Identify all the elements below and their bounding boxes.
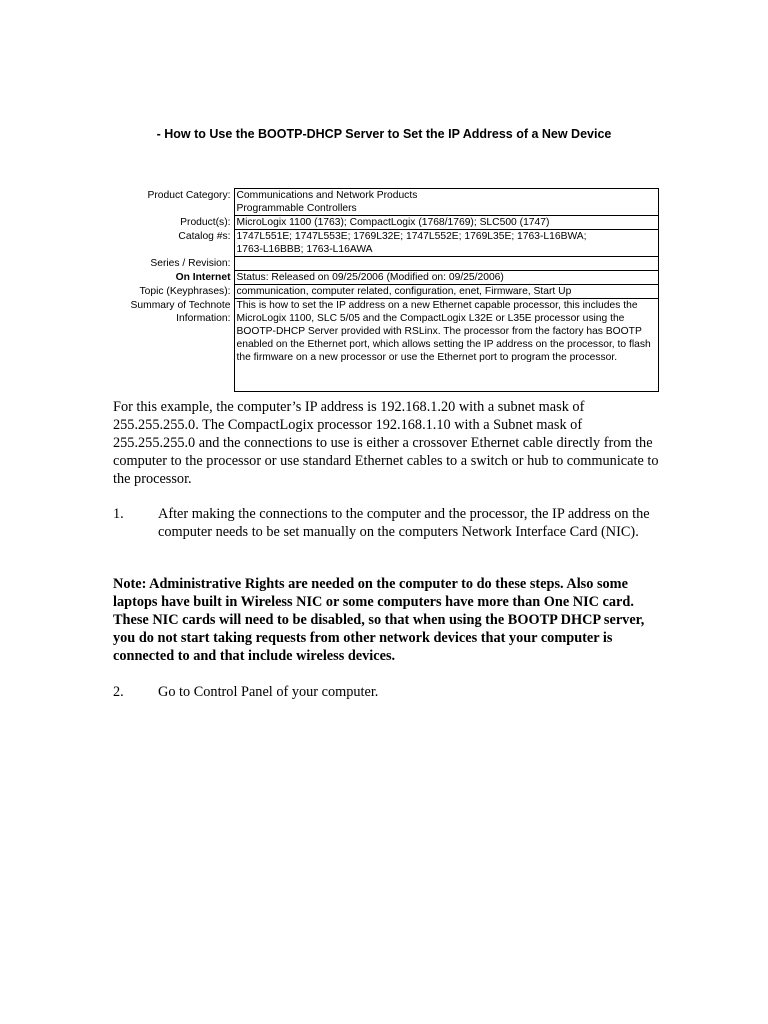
step-text: After making the connections to the computer and the processor, the IP address on the computer needs to be set manually on the computers Network Interface Card (NIC). <box>158 506 650 540</box>
product-category-value: Communications and Network Products Programmable Controllers <box>234 189 658 216</box>
topic-value: communication, computer related, configuration, enet, Firmware, Start Up <box>234 285 658 299</box>
step-number: 1. <box>113 506 124 522</box>
series-revision-label: Series / Revision: <box>150 257 231 269</box>
technote-info-table <box>110 188 659 392</box>
step-number: 2. <box>113 684 124 700</box>
note-paragraph: Note: Administrative Rights are needed on the computer to do these steps. Also some laptops have built in Wireless NIC or some computers have more than One NIC card. These NIC cards will need to be disabled, so that when using the BOOTP DHCP server, you do not start taking requests from other network devices that your computer is connected to and that include wireless devices. <box>113 576 645 664</box>
products-label: Product(s): <box>180 216 231 228</box>
table-row <box>110 230 658 257</box>
step-text: Go to Control Panel of your computer. <box>158 684 379 700</box>
catalog-numbers-value: 1747L551E; 1747L553E; 1769L32E; 1747L552E; 1769L35E; 1763-L16BWA; 1763-L16BBB; 1763-L16AWA <box>234 230 658 257</box>
table-row <box>110 271 658 285</box>
on-internet-label: On Internet <box>175 271 231 283</box>
table-row <box>110 299 658 392</box>
table-row <box>110 285 658 299</box>
summary-label: Summary of Technote Information: <box>130 299 231 324</box>
series-revision-value <box>234 257 658 271</box>
intro-paragraph: For this example, the computer’s IP address is 192.168.1.20 with a subnet mask of 255.255.255.0. The CompactLogix processor 192.168.1.10 with a Subnet mask of 255.255.255.0 and the connections to use is either a crossover Ethernet cable directly from the computer to the processor or use standard Ethernet cables to a switch or hub to communicate to the processor. <box>113 399 659 487</box>
table-row <box>110 189 658 216</box>
products-value: MicroLogix 1100 (1763); CompactLogix (1768/1769); SLC500 (1747) <box>234 216 658 230</box>
table-row <box>110 257 658 271</box>
summary-value: This is how to set the IP address on a new Ethernet capable processor, this includes the MicroLogix 1100, SLC 5/05 and the CompactLogix L32E or L35E processor using the BOOTP-DHCP Server provided with RSLinx. The processor from the factory has BOOTP enabled on the Ethernet port, which allows setting the IP address on the processor, to flash the firmware on a new processor or use the Ethernet port to program the processor. <box>234 299 658 392</box>
table-row <box>110 216 658 230</box>
topic-label: Topic (Keyphrases): <box>139 285 231 297</box>
status-value: Status: Released on 09/25/2006 (Modified on: 09/25/2006) <box>234 271 658 285</box>
document-title: - How to Use the BOOTP-DHCP Server to Set the IP Address of a New Device <box>156 127 612 141</box>
product-category-label: Product Category: <box>147 189 231 201</box>
catalog-numbers-label: Catalog #s: <box>178 230 231 242</box>
